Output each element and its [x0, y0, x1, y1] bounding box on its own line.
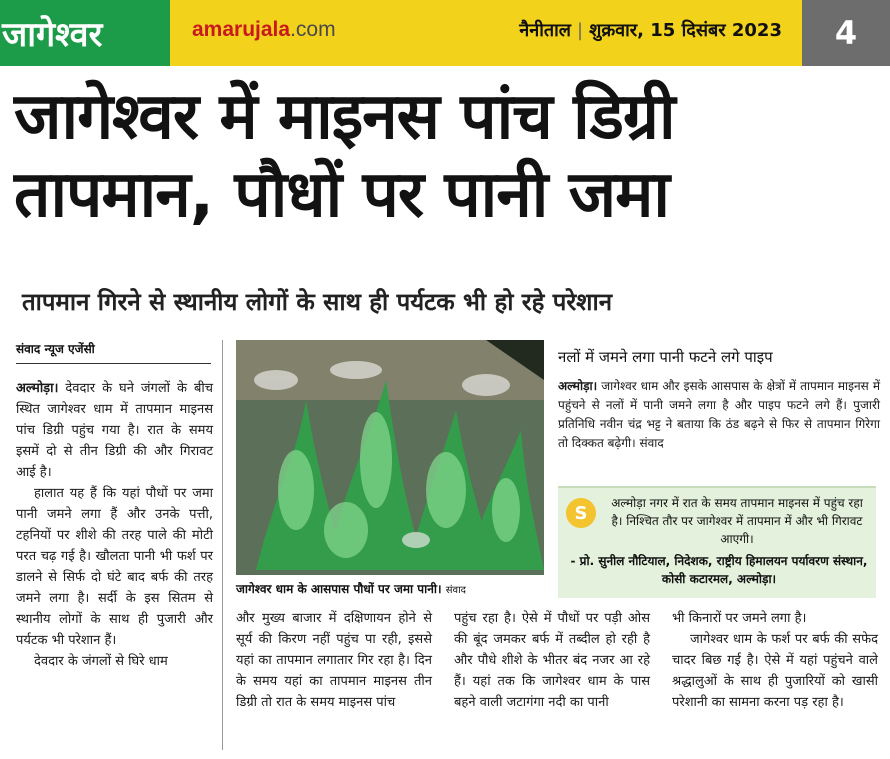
- column-4-para-2: जागेश्वर धाम के फर्श पर बर्फ की सफेद चादर बिछ गई है। ऐसे में यहां पहुंचने वाले श्रद्धालुओं के साथ ही पुजारियों को खासी परेशानी का सामना करना पड़ रहा है।: [672, 632, 878, 710]
- headline: [14, 78, 880, 234]
- photo-credit: संवाद: [445, 585, 466, 596]
- quote-attribution: - प्रो. सुनील नौटियाल, निदेशक, राष्ट्रीय हिमालयन पर्यावरण संस्थान, कोसी कटारमल, अल्मोड़ा।: [570, 554, 868, 586]
- sidebar-title: नलों में जमने लगा पानी फटने लगे पाइप: [558, 348, 773, 366]
- column-divider: [222, 340, 223, 750]
- page-number: 4: [802, 0, 890, 66]
- quote-text: अल्मोड़ा नगर में रात के समय तापमान माइनस में पहुंच रहा है। निश्चित तौर पर जागेश्वर में तापमान में और भी गिरावट आएगी।: [611, 496, 863, 546]
- edition-date: शुक्रवार, 15 दिसंबर 2023: [589, 20, 782, 41]
- quote-icon: S: [566, 498, 596, 528]
- sidebar-body: [558, 377, 880, 453]
- dateline-separator: |: [577, 20, 584, 41]
- quote-box: [558, 486, 876, 598]
- section-tag: जागेश्वर: [0, 0, 170, 66]
- brand-name: amarujala: [192, 18, 291, 41]
- article-column-4: [672, 608, 878, 713]
- column-2-para-1: और मुख्य बाजार में दक्षिणायन होने से सूर्य की किरण नहीं पहुंच पा रही, इससे यहां का तापमान लगातार गिर रहा है। दिन के समय यहां का तापमान माइनस तीन डिग्री तो रात के समय माइनस पांच: [236, 611, 432, 710]
- dateline-almora: अल्मोड़ा।: [16, 381, 59, 396]
- byline: संवाद न्यूज एजेंसी: [16, 340, 211, 364]
- frozen-plants-image: [236, 340, 544, 575]
- sidebar-para: अल्मोड़ा। जागेश्वर धाम और इसके आसपास के क्षेत्रों में तापमान माइनस में पहुंचने से नलों में पानी जमने लगा है और पाइप फटने लगे हैं। पुजारी प्रतिनिधि नवीन चंद्र भट्ट ने बताया कि ठंड बढ़ने से फिर से तापमान गिरेगा तो दिक्कत बढ़ेगी। संवाद: [558, 379, 880, 450]
- article-column-3: [454, 608, 650, 713]
- column-3-para-1: पहुंच रहा है। ऐसे में पौधों पर पड़ी ओस की बूंद जमकर बर्फ में तब्दील हो रही है और पौधे शीशे के भीतर बंद नजर आ रहे हैं। यहां तक कि जागेश्वर धाम के पास बहने वाली जटागंगा नदी का पानी: [454, 611, 650, 710]
- article-column-1: [16, 378, 213, 672]
- article-photo[interactable]: [236, 340, 544, 575]
- edition-dateline: [519, 18, 782, 42]
- subheadline: तापमान गिरने से स्थानीय लोगों के साथ ही पर्यटक भी हो रहे परेशान: [22, 288, 613, 316]
- brand-domain: .com: [290, 18, 336, 41]
- column-1-para-3: देवदार के जंगलों से घिरे धाम: [34, 654, 168, 669]
- headline-line-1: जागेश्वर में माइनस पांच डिग्री: [14, 80, 675, 154]
- photo-caption: जागेश्वर धाम के आसपास पौधों पर जमा पानी। संवाद: [236, 582, 466, 596]
- headline-line-2: तापमान, पौधों पर पानी जमा: [14, 158, 669, 232]
- article-column-2: [236, 608, 432, 713]
- edition-name: नैनीताल: [519, 20, 571, 41]
- sidebar-dateline: अल्मोड़ा।: [558, 379, 598, 393]
- column-4-para-1: भी किनारों पर जमने लगा है।: [672, 611, 807, 626]
- brand-logo[interactable]: [192, 18, 336, 42]
- column-1-para-2: हालात यह हैं कि यहां पौधों पर जमा पानी जमने लगा हैं और उनके पत्ती, टहनियों पर शीशे की तरह पाले की मोटी परत चढ़ गई है। खौलता पानी भी फर्श पर डालने से सिर्फ दो घंटे बाद बर्फ की तरह जमने लगा है। सर्दी के इस सितम से स्थानीय लोगों के साथ ही पुजारी और पर्यटक भी परेशान हैं।: [16, 486, 213, 648]
- column-1-para-1: अल्मोड़ा। देवदार के घने जंगलों के बीच स्थित जागेश्वर धाम में तापमान माइनस पांच डिग्री पहुंच गया है। रात के समय इसमें दो से तीन डिग्री की और गिरावट आई है।: [16, 381, 213, 480]
